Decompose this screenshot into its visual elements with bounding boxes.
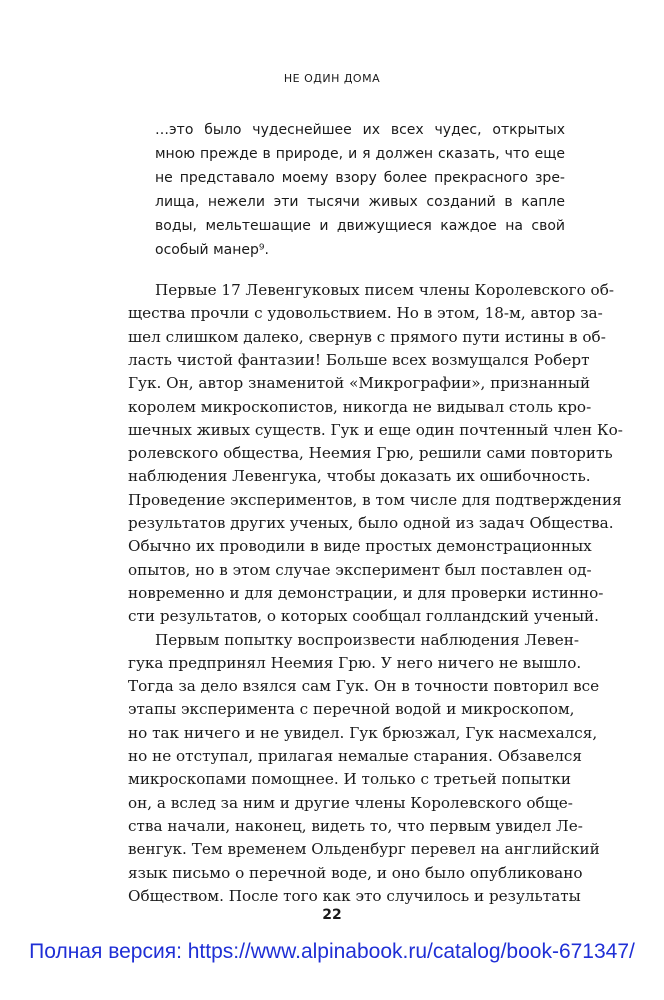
body-line: шел слишком далеко, свернув с прямого пути истины в об- xyxy=(128,327,606,346)
body-line: Гук. Он, автор знаменитой «Микрографии», признанный xyxy=(128,374,591,393)
quote-line: лища, нежели эти тысячи живых созданий в капле xyxy=(155,194,565,210)
body-line: новременно и для демонстрации, и для проверки истинно- xyxy=(128,583,604,602)
body-line: венгук. Тем временем Ольденбург перевел на английский xyxy=(128,840,600,859)
body-line: Тогда за дело взялся сам Гук. Он в точности повторил все xyxy=(128,677,600,696)
quote-line: …это было чудеснейшее их всех чудес, открытых xyxy=(155,122,565,138)
body-line: Проведение экспериментов, в том числе для подтверждения xyxy=(128,490,622,509)
body-line: ства начали, наконец, видеть то, что первым увидел Ле- xyxy=(128,816,583,835)
quote-line: особый манер⁹. xyxy=(155,242,269,258)
body-line: результатов других ученых, было одной из задач Общества. xyxy=(128,514,614,532)
body-line: микроскопами помощнее. И только с третьей попытки xyxy=(128,770,572,789)
full-version-link[interactable]: Полная версия: https://www.alpinabook.ru/catalog/book-671347/ xyxy=(29,940,635,963)
running-head: НЕ ОДИН ДОМА xyxy=(283,72,381,85)
body-line: сти результатов, о которых сообщал голландский ученый. xyxy=(128,607,599,626)
body-line: этапы эксперимента с перечной водой и микроскопом, xyxy=(128,700,575,719)
body-line: наблюдения Левенгука, чтобы доказать их ошибочность. xyxy=(128,467,591,486)
body-line: щества прочли с удовольствием. Но в этом, 18-м, автор за- xyxy=(128,304,603,323)
body-line: королем микроскопистов, никогда не видывал столь кро- xyxy=(128,397,592,416)
body-line: язык письмо о перечной воде, и оно было опубликовано xyxy=(128,863,583,882)
body-line: ласть чистой фантазии! Больше всех возмущался Роберт xyxy=(128,350,590,369)
body-line: ролевского общества, Неемия Грю, решили сами повторить xyxy=(128,444,613,463)
body-line: Обычно их проводили в виде простых демонстрационных xyxy=(128,537,592,556)
body-line: гука предпринял Неемия Грю. У него ничего не вышло. xyxy=(128,653,582,672)
body-line: Обществом. После того как это случилось и результаты xyxy=(128,886,581,905)
body-line: Первым попытку воспроизвести наблюдения Левен- xyxy=(155,630,579,649)
quote-line: воды, мельтешащие и движущиеся каждое на свой xyxy=(155,218,565,234)
body-line: шечных живых существ. Гук и еще один почтенный член Ко- xyxy=(128,420,623,439)
body-line: опытов, но в этом случае эксперимент был поставлен од- xyxy=(128,560,592,579)
body-line: но не отступал, прилагая немалые старания. Обзавелся xyxy=(128,747,582,765)
page-number: 22 xyxy=(322,907,342,923)
body-line: но так ничего и не увидел. Гук брюзжал, Гук насмехался, xyxy=(128,723,598,742)
quote-line: мною прежде в природе, и я должен сказать, что еще xyxy=(155,146,565,162)
quote-line: не представало моему взору более прекрасного зре- xyxy=(155,170,565,186)
body-line: он, а вслед за ним и другие члены Королевского обще- xyxy=(128,793,573,812)
body-line: Первые 17 Левенгуковых писем члены Королевского об- xyxy=(155,281,614,299)
